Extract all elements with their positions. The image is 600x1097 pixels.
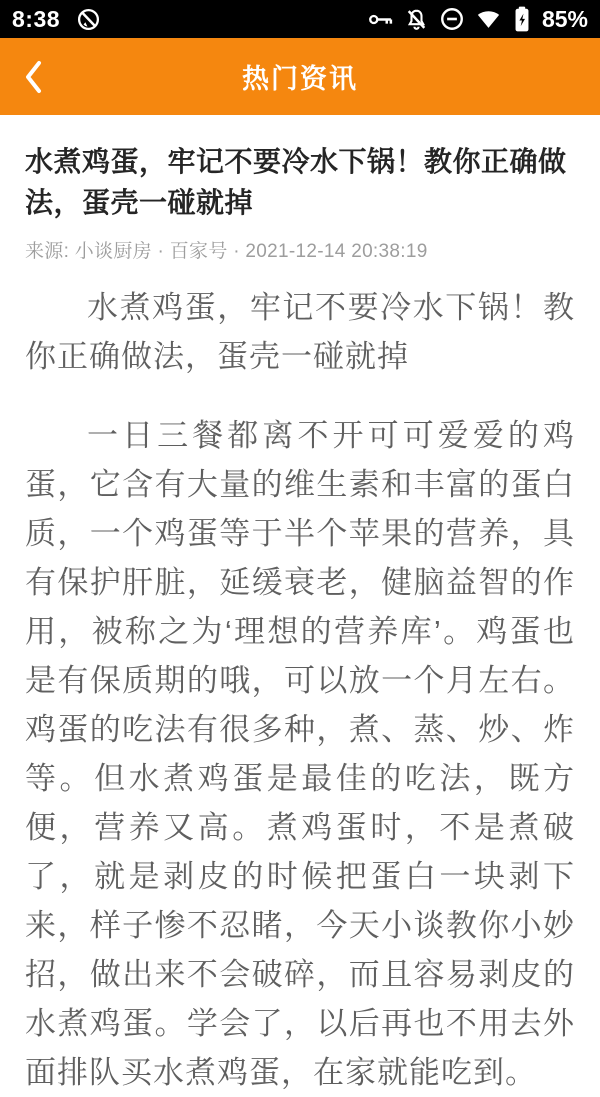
article-paragraph-1: 水煮鸡蛋，牢记不要冷水下锅！教你正确做法，蛋壳一碰就掉 bbox=[25, 290, 575, 374]
wifi-icon bbox=[475, 7, 502, 32]
battery-percent: 85% bbox=[541, 5, 588, 32]
back-button[interactable] bbox=[10, 38, 58, 115]
article-meta: 来源: 小谈厨房 · 百家号 · 2021-12-14 20:38:19 bbox=[25, 241, 428, 262]
clock: 8:38 bbox=[12, 5, 61, 32]
status-bar bbox=[0, 0, 600, 38]
app-header bbox=[0, 38, 600, 115]
article bbox=[0, 115, 600, 1097]
battery-charging-icon bbox=[512, 5, 532, 33]
do-not-disturb-icon bbox=[439, 6, 465, 32]
status-bar-right bbox=[367, 5, 588, 33]
article-paragraph-2: 一日三餐都离不开可可爱爱的鸡蛋，它含有大量的维生素和丰富的蛋白质，一个鸡蛋等于半个苹果的营养，具有保护肝脏，延缓衰老，健脑益智的作用，被称之为‘理想的营养库’。鸡蛋也是有保质期的哦，可以放一个月左右。鸡蛋的吃法有很多种，煮、蒸、炒、炸等。但水煮鸡蛋是最佳的吃法，既方便，营养又高。煮鸡蛋时，不是煮破了，就是剥皮的时候把蛋白一块剥下来，样子惨不忍睹，今天小谈教你小妙招，做出来不会破碎，而且容易剥皮的水煮鸡蛋。学会了，以后再也不用去外面排队买水煮鸡蛋，在家就能吃到。 bbox=[25, 418, 575, 1090]
page-title: 热门资讯 bbox=[242, 64, 358, 94]
vpn-key-icon bbox=[367, 7, 394, 32]
notifications-off-icon bbox=[404, 7, 429, 32]
app-notification-icon bbox=[76, 7, 101, 32]
article-title: 水煮鸡蛋，牢记不要冷水下锅！教你正确做法，蛋壳一碰就掉 bbox=[25, 146, 567, 218]
status-bar-left bbox=[12, 6, 101, 33]
chevron-left-icon bbox=[22, 59, 46, 95]
